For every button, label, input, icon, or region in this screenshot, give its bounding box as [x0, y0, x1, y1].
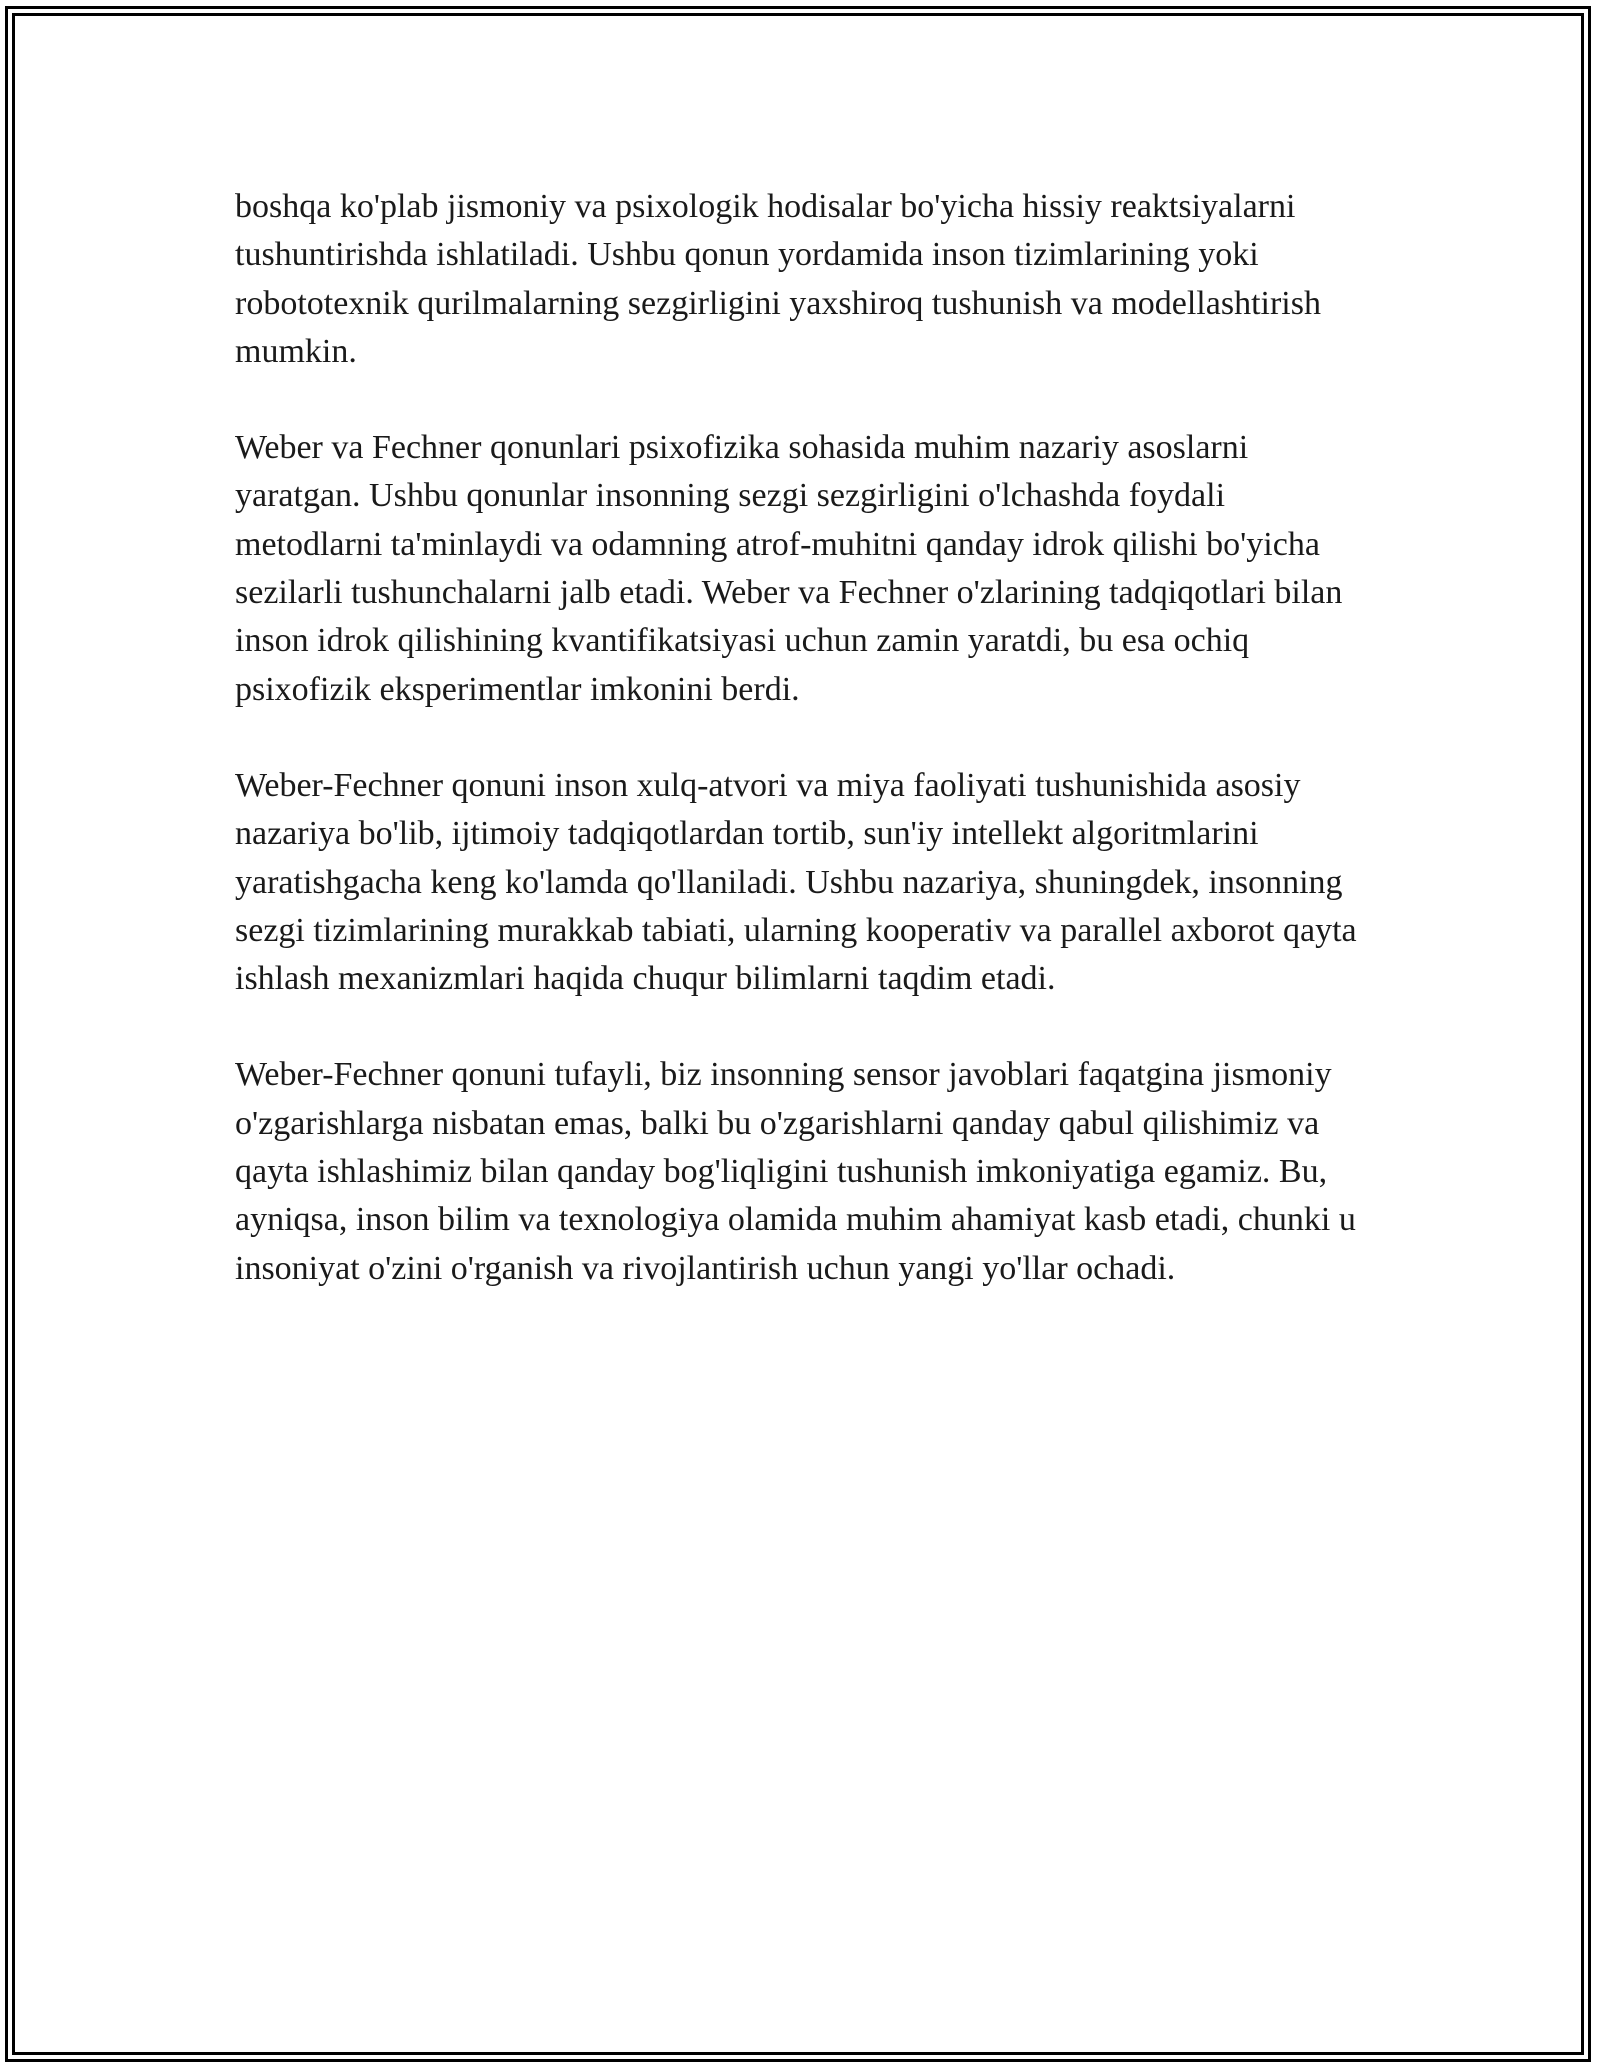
- document-body: [235, 183, 1365, 1341]
- paragraph-1: boshqa ko'plab jismoniy va psixologik hodisalar bo'yicha hissiy reaktsiyalarni tushuntirishda ishlatiladi. Ushbu qonun yordamida inson tizimlarining yoki robototexnik qurilmalarning sezgirligini yaxshiroq tushunish va modellashtirish mumkin.: [235, 188, 1321, 370]
- paragraph-2: Weber va Fechner qonunlari psixofizika sohasida muhim nazariy asoslarni yaratgan. Ushbu qonunlar insonning sezgi sezgirligini o'lchashda foydali metodlarni ta'minlaydi va odamning atrof-muhitni qanday idrok qilishi bo'yicha sezilarli tushunchalarni jalb etadi. Weber va Fechner o'zlarining tadqiqotlari bilan inson idrok qilishining kvantifikatsiyasi uchun zamin yaratdi, bu esa ochiq psixofizik eksperimentlar imkonini berdi.: [235, 429, 1343, 708]
- paragraph-4: Weber-Fechner qonuni tufayli, biz insonning sensor javoblari faqatgina jismoniy o'zgarishlarga nisbatan emas, balki bu o'zgarishlarni qanday qabul qilishimiz va qayta ishlashimiz bilan qanday bog'liqligini tushunish imkoniyatiga egamiz. Bu, ayniqsa, inson bilim va texnologiya olamida muhim ahamiyat kasb etadi, chunki u insoniyat o'zini o'rganish va rivojlantirish uchun yangi yo'llar ochadi.: [235, 1056, 1356, 1287]
- paragraph-3: Weber-Fechner qonuni inson xulq-atvori va miya faoliyati tushunishida asosiy nazariya bo'lib, ijtimoiy tadqiqotlardan tortib, sun'iy intellekt algoritmlarini yaratishgacha keng ko'lamda qo'llaniladi. Ushbu nazariya, shuningdek, insonning sezgi tizimlarining murakkab tabiati, ularning kooperativ va parallel axborot qayta ishlash mexanizmlari haqida chuqur bilimlarni taqdim etadi.: [235, 766, 1357, 998]
